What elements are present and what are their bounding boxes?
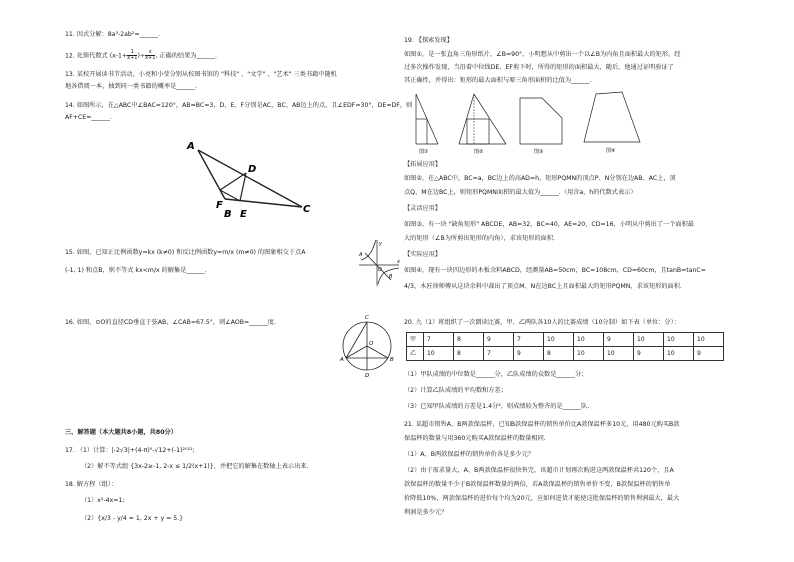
q12-text bbox=[65, 50, 217, 61]
score-cell: 10 bbox=[574, 347, 604, 361]
q17-part2: （2）解不等式组 {3x-2≥-1, 2-x ≤ 1/2(x+1)}，并把它的解集在数轴上表示出来. bbox=[81, 463, 309, 470]
score-cell: 8 bbox=[544, 347, 574, 361]
score-cell: 10 bbox=[634, 333, 664, 347]
score-cell: 9 bbox=[694, 347, 724, 361]
q21-line4: （2）由于需求量大，A、B两款保温杯很快售完，该超市计划再次购进这两款保温杯共120个，且A bbox=[404, 467, 674, 474]
q19-figure-1 bbox=[408, 92, 444, 154]
q20-part3: （3）已知甲队成绩的方差是1.4分²，则成绩较为整齐的是______队. bbox=[404, 403, 590, 410]
q18-part2: （2）{x/3 - y/4 = 1, 2x + y = 5.} bbox=[81, 515, 184, 522]
table-row bbox=[407, 347, 724, 361]
score-cell: 7 bbox=[484, 347, 514, 361]
q21-line7: 利润是多少元？ bbox=[404, 509, 448, 516]
q13-line1: 13. 某校开展读书节活动，小亮和小莹分别从校图书馆的 "科技" 、"文学" 、"艺术" 三类书籍中随机 bbox=[65, 71, 337, 78]
score-cell: 10 bbox=[424, 347, 454, 361]
q12-fraction-2 bbox=[145, 50, 155, 61]
q19-para9: 4/3，木匠徐师傅从这块余料中裁出了顶点M、N在边BC上且面积最大的矩形PQMN，求该矩形的面积. bbox=[404, 283, 682, 290]
q15-line2: (-1, 1) 和点B，则不等式 kx<m/x 的解集是______. bbox=[65, 267, 207, 274]
score-cell: 8 bbox=[454, 347, 484, 361]
q14-line1: 14. 如图所示，在△ABC中∠BAC=120°，AB=BC=3，D、E、F分别是AC、BC、AB边上的点，且∠EDF=30°，DE=DF，则 bbox=[65, 102, 413, 109]
q19-para1: 如图①，是一张直角三角形纸片，∠B=90°，小明想从中剪出一个以∠B为内角且面积最大的矩形，经 bbox=[404, 51, 681, 58]
q14-triangle-figure bbox=[150, 136, 320, 226]
q14-line2: AF+CE=______. bbox=[65, 114, 112, 121]
fig3-caption: 图③ bbox=[534, 149, 544, 155]
q19-para3: 其正确性，并得出：矩形的最大面积与原三角形面积的比值为______. bbox=[404, 77, 592, 84]
q13-line2: 地各借阅一本，抽到同一类书籍的概率是______. bbox=[65, 83, 197, 90]
fig4-quadrilateral bbox=[584, 92, 640, 142]
q15-function-graph bbox=[355, 238, 403, 288]
score-cell: 10 bbox=[694, 333, 724, 347]
q21-line5: 款保温杯的数量不少于B款保温杯数量的两倍，若A款保温杯的销售单价不变，B款保温杯的销售单 bbox=[404, 481, 671, 488]
label-C: C bbox=[303, 204, 311, 215]
label-B: B bbox=[389, 274, 393, 280]
q19-heading-2: 【拓展应用】 bbox=[404, 161, 442, 168]
q19-figure-2 bbox=[456, 92, 510, 154]
fig2-rect-PQMN bbox=[467, 119, 489, 144]
q19-para2: 过多次操作发现，当沿着中位线DE、EF剪下时，所得的矩形的面积最大，随后，他通过证明验证了 bbox=[404, 64, 674, 71]
q16-text: 16. 如图，⊙O的直径CD垂直于弦AB，∠CAB=67.5°，则∠AOB=______度. bbox=[65, 319, 276, 326]
q16-circle-figure bbox=[338, 312, 398, 378]
right-column bbox=[404, 0, 779, 562]
label-A: A bbox=[359, 252, 363, 258]
label-O: O bbox=[369, 341, 374, 347]
segment-OB bbox=[367, 346, 388, 358]
fig4-caption: 图④ bbox=[606, 148, 616, 154]
label-E: E bbox=[240, 209, 247, 220]
q19-para8: 如图④，现有一块四边形的木板余料ABCD，经测量AB=50cm，BC=108cm，CD=60cm，且tanB=tanC= bbox=[404, 267, 706, 274]
score-cell: 10 bbox=[664, 333, 694, 347]
q15-line1: 15. 如图，已知正比例函数y=kx (k≠0) 和反比例函数y=m/x (m≠0) 的图象相交于点A bbox=[65, 249, 306, 256]
score-cell: 7 bbox=[514, 333, 544, 347]
q12-frac2-num: x bbox=[145, 50, 155, 56]
label-D: D bbox=[248, 164, 257, 175]
q18-heading: 18. 解方程（组）： bbox=[65, 481, 118, 488]
q20-part2: （2）计算乙队成绩的平均数和方差； bbox=[404, 387, 507, 394]
fig2-caption: 图② bbox=[474, 149, 484, 155]
label-A: A bbox=[340, 357, 344, 363]
label-F: F bbox=[216, 200, 223, 211]
label-C: C bbox=[365, 315, 369, 321]
score-table bbox=[406, 332, 724, 361]
segment-DE bbox=[240, 173, 246, 201]
q19-heading: 19. 【探索发现】 bbox=[404, 37, 453, 44]
q12-fraction-1 bbox=[127, 50, 137, 61]
q20-part1: （1）甲队成绩的中位数是______分，乙队成绩的众数是______分； bbox=[404, 371, 588, 378]
q12-frac2-den: x+1 bbox=[145, 55, 156, 61]
score-cell: 10 bbox=[544, 333, 574, 347]
label-D: D bbox=[365, 373, 370, 379]
q19-para5: 点Q、M在边BC上，则矩形PQMN面积的最大值为______.（用含a，h的代数式表示） bbox=[404, 189, 637, 196]
q19-para6: 如图③，有一块 "缺角矩形" ABCDE，AB=32，BC=40，AE=20，CD=16，小明从中剪出了一个面积最 bbox=[404, 221, 694, 228]
q19-figure-3 bbox=[518, 96, 566, 154]
table-row bbox=[407, 333, 724, 347]
team-cell: 甲 bbox=[407, 333, 424, 347]
score-table-body bbox=[407, 333, 724, 361]
q19-heading-3: 【灵活应用】 bbox=[404, 205, 442, 212]
score-cell: 8 bbox=[454, 333, 484, 347]
score-cell: 10 bbox=[604, 347, 634, 361]
q19-para7: 大的矩形（∠B为所剪出矩形的内角），求该矩形的面积. bbox=[404, 235, 555, 242]
q21-line3: （1）A、B两款保温杯的销售单价各是多少元？ bbox=[404, 451, 534, 458]
q21-line2: 保温杯的数量与用360元购买A款保温杯的数量相同. bbox=[404, 435, 546, 442]
score-cell: 9 bbox=[514, 347, 544, 361]
q21-line6: 价降低10%，两款保温杯的进价每个均为20元，应如何进货才能使这批保温杯的销售利润最大，最大 bbox=[404, 495, 680, 502]
q12-part-a: 12. 化简代数式 (x-1+ bbox=[65, 52, 128, 60]
team-cell: 乙 bbox=[407, 347, 424, 361]
q18-part1: （1）x²-4x=1; bbox=[81, 497, 125, 504]
score-cell: 7 bbox=[424, 333, 454, 347]
fig3-outline bbox=[520, 98, 562, 144]
q12-part-c: , 正确的结果为______. bbox=[155, 52, 218, 60]
q12-part-b: )÷ bbox=[137, 52, 146, 60]
q12-frac1-num: 1 bbox=[127, 50, 137, 56]
segment-FD bbox=[220, 173, 246, 190]
score-cell: 9 bbox=[604, 333, 634, 347]
q19-heading-4: 【实际应用】 bbox=[404, 251, 442, 258]
section-3-heading: 三、解答题（本大题共8小题，共80分） bbox=[65, 429, 177, 436]
score-cell: 10 bbox=[664, 347, 694, 361]
label-x: x bbox=[397, 259, 400, 265]
q20-text: 20. 九（1）班组织了一次朗读比赛，甲、乙两队各10人的比赛成绩（10分制）如下表（单位：分）： bbox=[404, 319, 680, 326]
label-B: B bbox=[390, 357, 394, 363]
label-A: A bbox=[187, 141, 195, 152]
score-cell: 10 bbox=[574, 333, 604, 347]
label-B: B bbox=[224, 209, 232, 220]
q19-para4: 如图②，在△ABC中，BC=a，BC边上的高AD=h，矩形PQMN的顶点P、N分别在边AB、AC上，顶 bbox=[404, 175, 676, 182]
label-y: y bbox=[379, 241, 382, 247]
q12-frac1-den: x+1 bbox=[127, 55, 138, 61]
q19-figure-4 bbox=[582, 90, 644, 154]
q11-text: 11. 因式分解：8a³-2ab²=______. bbox=[65, 31, 161, 38]
q21-line1: 21. 某超市销售A、B两款保温杯，已知B款保温杯的销售单价比A款保温杯多10元，用480元购买B款 bbox=[404, 421, 680, 428]
q17-part1: 17. （1）计算：|-2√3|+(4-π)⁰-√12+(-1)²⁰²¹; bbox=[65, 447, 195, 454]
left-column bbox=[20, 0, 413, 562]
label-O: O bbox=[378, 267, 382, 273]
fig1-caption: 图① bbox=[419, 149, 429, 155]
score-cell: 9 bbox=[634, 347, 664, 361]
segment-AC bbox=[346, 322, 367, 358]
score-cell: 9 bbox=[484, 333, 514, 347]
